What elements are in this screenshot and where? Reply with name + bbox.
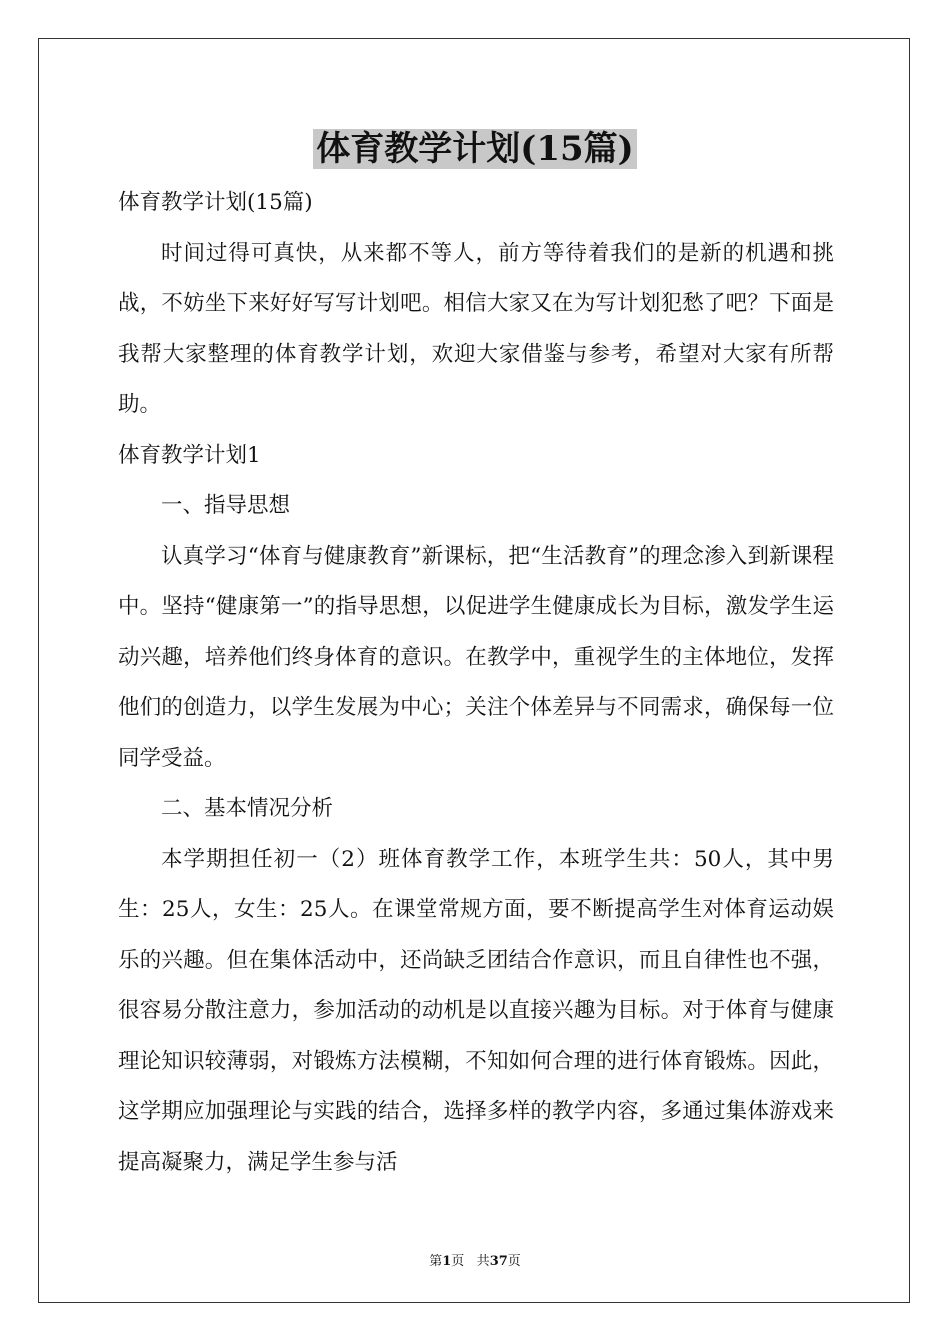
footer-prefix: 第 bbox=[429, 1254, 443, 1269]
document-title bbox=[0, 126, 950, 172]
subheading-situation-analysis: 二、基本情况分析 bbox=[161, 796, 334, 821]
footer-total-pages: 37 bbox=[489, 1254, 508, 1269]
section-heading: 体育教学计划1 bbox=[118, 442, 261, 468]
footer-total-suffix: 页 bbox=[507, 1254, 521, 1269]
subheading-guiding-ideology: 一、指导思想 bbox=[161, 493, 291, 518]
intro-paragraph: 时间过得可真快，从来都不等人，前方等待着我们的是新的机遇和挑战，不妨坐下来好好写写计划吧。相信大家又在为写计划犯愁了吧？下面是我帮大家整理的体育教学计划，欢迎大家借鉴与参考，希望对大家有所帮助。 bbox=[118, 240, 834, 417]
subtitle-paragraph: 体育教学计划(15篇) bbox=[118, 190, 313, 215]
footer-page-suffix: 页 bbox=[451, 1254, 465, 1269]
footer-total-prefix: 共 bbox=[476, 1254, 490, 1269]
document-title-text: 体育教学计划(15篇) bbox=[313, 129, 637, 169]
footer-page-number: 1 bbox=[442, 1254, 452, 1269]
document-body bbox=[118, 178, 834, 1188]
page-footer bbox=[0, 1250, 950, 1269]
body-paragraph: 本学期担任初一（2）班体育教学工作，本班学生共：50人，其中男生：25人，女生：25人。在课堂常规方面，要不断提高学生对体育运动娱乐的兴趣。但在集体活动中，还尚缺乏团结合作意识，而且自律性也不强，很容易分散注意力，参加活动的动机是以直接兴趣为目标。对于体育与健康理论知识较薄弱，对锻炼方法模糊，不知如何合理的进行体育锻炼。因此，这学期应加强理论与实践的结合，选择多样的教学内容，多通过集体游戏来提高凝聚力，满足学生参与活 bbox=[118, 846, 834, 1175]
body-paragraph: 认真学习“体育与健康教育”新课标，把“生活教育”的理念渗入到新课程中。坚持“健康第一”的指导思想，以促进学生健康成长为目标，激发学生运动兴趣，培养他们终身体育的意识。在教学中，重视学生的主体地位，发挥他们的创造力，以学生发展为中心；关注个体差异与不同需求，确保每一位同学受益。 bbox=[118, 543, 834, 771]
